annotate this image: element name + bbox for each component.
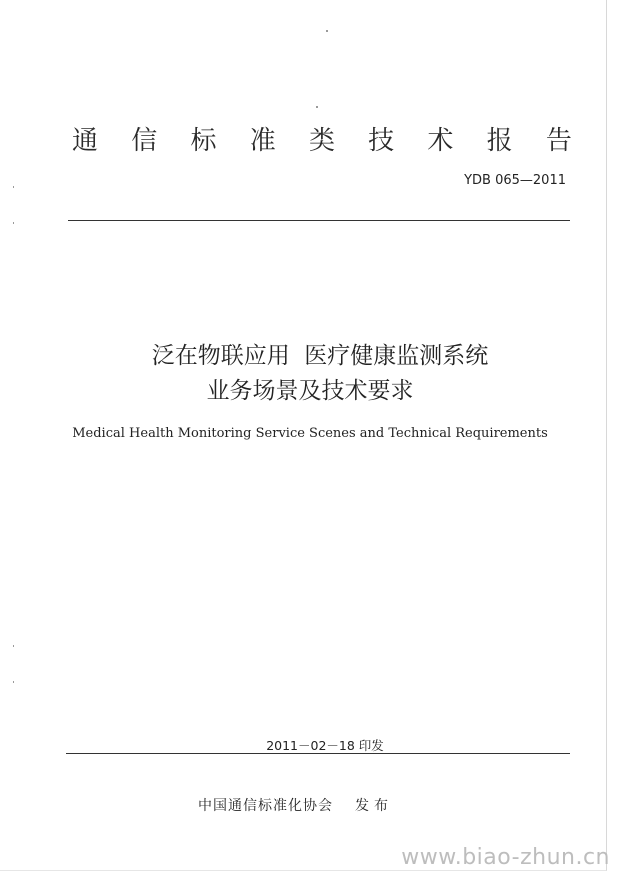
scan-speck [13, 681, 14, 683]
header-divider [68, 220, 570, 221]
category-char: 准 [249, 126, 276, 156]
category-char: 告 [545, 126, 572, 156]
footer-divider [66, 753, 570, 754]
document-number: YDB 065—2011 [464, 173, 566, 188]
issue-label: 发布 [355, 798, 393, 814]
publisher-name: 中国通信标准化协会 [198, 798, 333, 814]
category-char: 报 [486, 126, 513, 156]
print-date: 2011－02－18 印发 [266, 738, 384, 753]
report-category-title [72, 120, 572, 157]
chinese-title-line-2: 业务场景及技术要求 [206, 378, 414, 404]
category-char: 标 [190, 126, 217, 156]
scan-speck [13, 186, 14, 188]
scan-speck [13, 222, 14, 224]
scan-speck [316, 106, 318, 108]
scan-speck [13, 645, 14, 647]
scan-speck [326, 30, 328, 32]
category-char: 信 [131, 126, 158, 156]
publisher-line [198, 795, 393, 815]
category-char: 技 [368, 126, 395, 156]
category-char: 通 [72, 126, 99, 156]
category-char: 类 [308, 126, 335, 156]
watermark: www.biao-zhun.cn [401, 845, 610, 870]
english-title: Medical Health Monitoring Service Scenes and Technical Requirements [72, 426, 548, 441]
category-char: 术 [427, 126, 454, 156]
chinese-title-line-1: 泛在物联应用 医疗健康监测系统 [151, 343, 489, 369]
